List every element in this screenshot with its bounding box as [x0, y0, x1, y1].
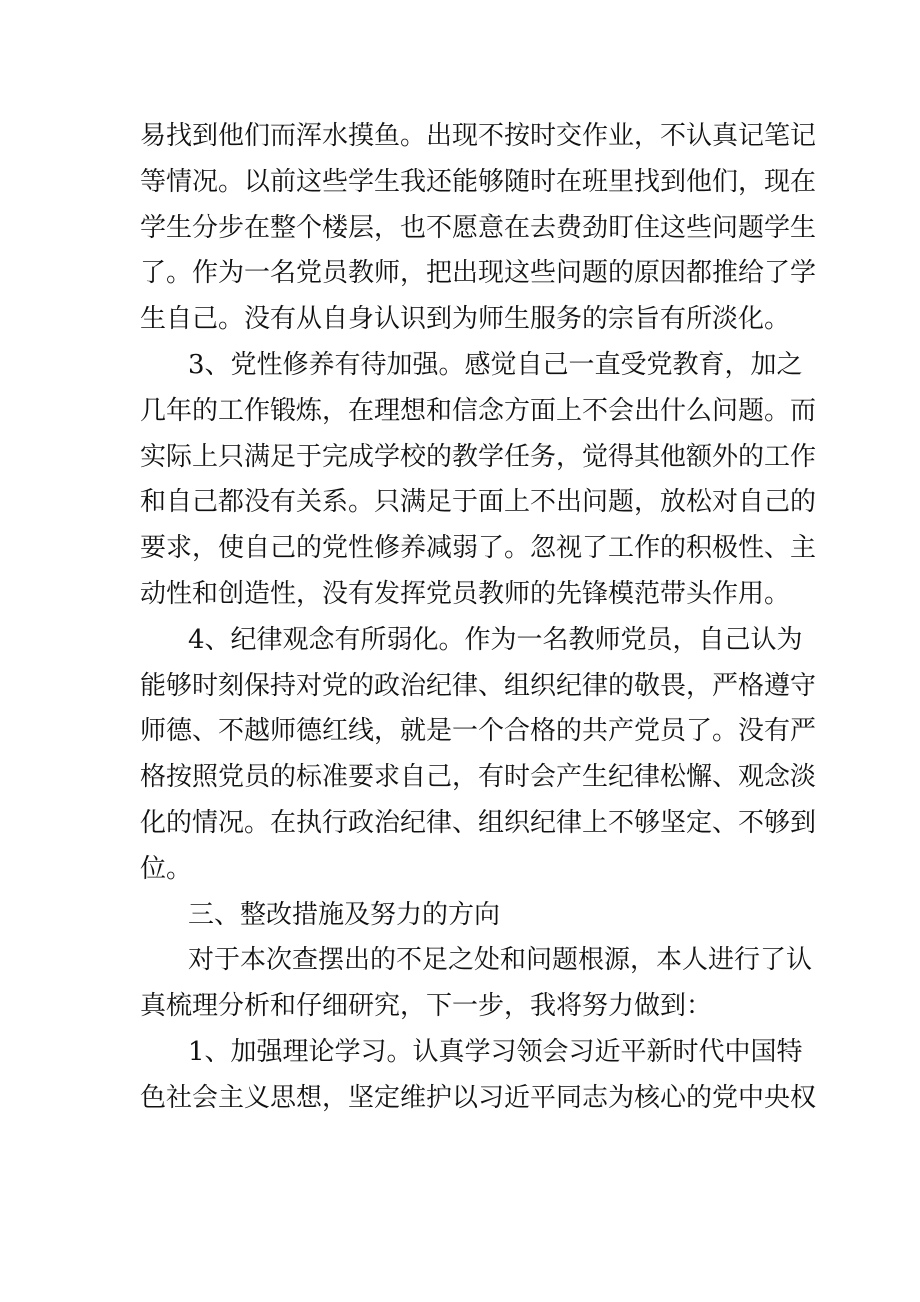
- text-line: 对于本次查摆出的不足之处和问题根源，本人进行了认: [188, 945, 813, 976]
- text-line: 师德、不越师德红线，就是一个合格的共产党员了。没有严: [140, 716, 817, 747]
- document-body: [140, 114, 817, 1122]
- text-line: 1、加强理论学习。认真学习领会习近平新时代中国特: [188, 1036, 803, 1067]
- text-line: 化的情况。在执行政治纪律、组织纪律上不够坚定、不够到: [140, 807, 817, 838]
- text-line: 学生分步在整个楼层，也不愿意在去费劲盯住这些问题学生: [140, 212, 817, 243]
- text-line: 和自己都没有关系。只满足于面上不出问题，放松对自己的: [140, 487, 817, 518]
- text-line: 等情况。以前这些学生我还能够随时在班里找到他们，现在: [140, 166, 817, 197]
- text-line: 能够时刻保持对党的政治纪律、组织纪律的敬畏，严格遵守: [140, 670, 817, 701]
- text-line: 实际上只满足于完成学校的教学任务，觉得其他额外的工作: [140, 441, 817, 472]
- text-line: 4、纪律观念有所弱化。作为一名教师党员，自己认为: [188, 624, 803, 655]
- text-line: 几年的工作锻炼，在理想和信念方面上不会出什么问题。而: [140, 395, 817, 426]
- text-line: 色社会主义思想，坚定维护以习近平同志为核心的党中央权: [140, 1082, 817, 1113]
- text-line: 了。作为一名党员教师，把出现这些问题的原因都推给了学: [140, 258, 817, 289]
- text-line: 3、党性修养有待加强。感觉自己一直受党教育，加之: [188, 349, 803, 380]
- text-line: 格按照党员的标准要求自己，有时会产生纪律松懈、观念淡: [140, 762, 817, 793]
- text-line: 易找到他们而浑水摸鱼。出现不按时交作业，不认真记笔记: [140, 121, 817, 151]
- text-line: 要求，使自己的党性修养减弱了。忽视了工作的积极性、主: [140, 533, 817, 564]
- section-heading: 三、整改措施及努力的方向: [188, 899, 501, 930]
- text-line: 动性和创造性，没有发挥党员教师的先锋模范带头作用。: [140, 578, 791, 609]
- text-line: 生自己。没有从自身认识到为师生服务的宗旨有所淡化。: [140, 304, 791, 335]
- text-line: 真梳理分析和仔细研究，下一步，我将努力做到：: [140, 991, 713, 1022]
- text-line: 位。: [140, 853, 193, 884]
